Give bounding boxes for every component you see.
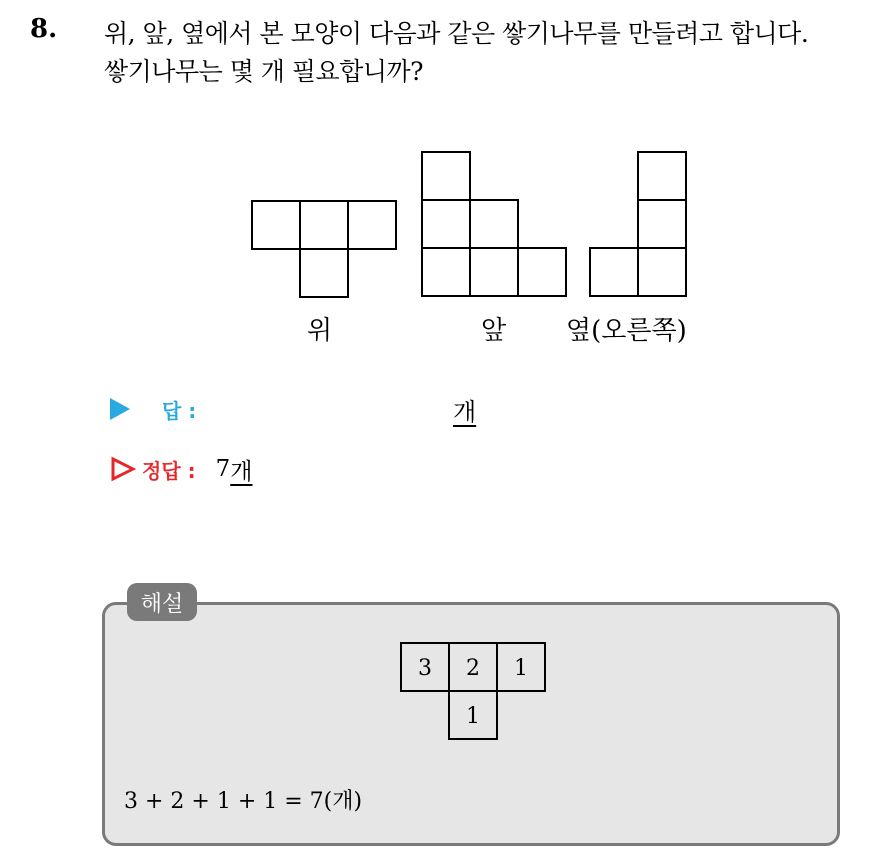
- question-text-line-2: 쌓기나무는 몇 개 필요합니까?: [104, 57, 424, 86]
- grid-cell-text: 3: [418, 656, 432, 681]
- explanation-formula: 3 + 2 + 1 + 1 = 7(개): [124, 789, 363, 814]
- grid-cell-text: 2: [466, 656, 480, 681]
- explanation-tag: 해설: [127, 583, 197, 621]
- grid-cell-text: 1: [514, 656, 528, 681]
- front-view-label: 앞: [481, 316, 507, 346]
- answer-label: 답 :: [162, 398, 197, 423]
- correct-answer-label: 정답 :: [142, 458, 196, 483]
- top-view-label: 위: [307, 316, 333, 346]
- side-view-label: 옆(오른쪽): [566, 316, 687, 346]
- question-number: 8.: [30, 14, 58, 44]
- correct-answer-unit: 개: [230, 458, 253, 485]
- correct-answer-value: 7: [215, 456, 231, 482]
- answer-unit: 개: [453, 398, 477, 426]
- question-text-line-1: 위, 앞, 옆에서 본 모양이 다음과 같은 쌓기나무를 만들려고 합니다.: [104, 19, 809, 48]
- grid-cell-text: 1: [466, 704, 480, 729]
